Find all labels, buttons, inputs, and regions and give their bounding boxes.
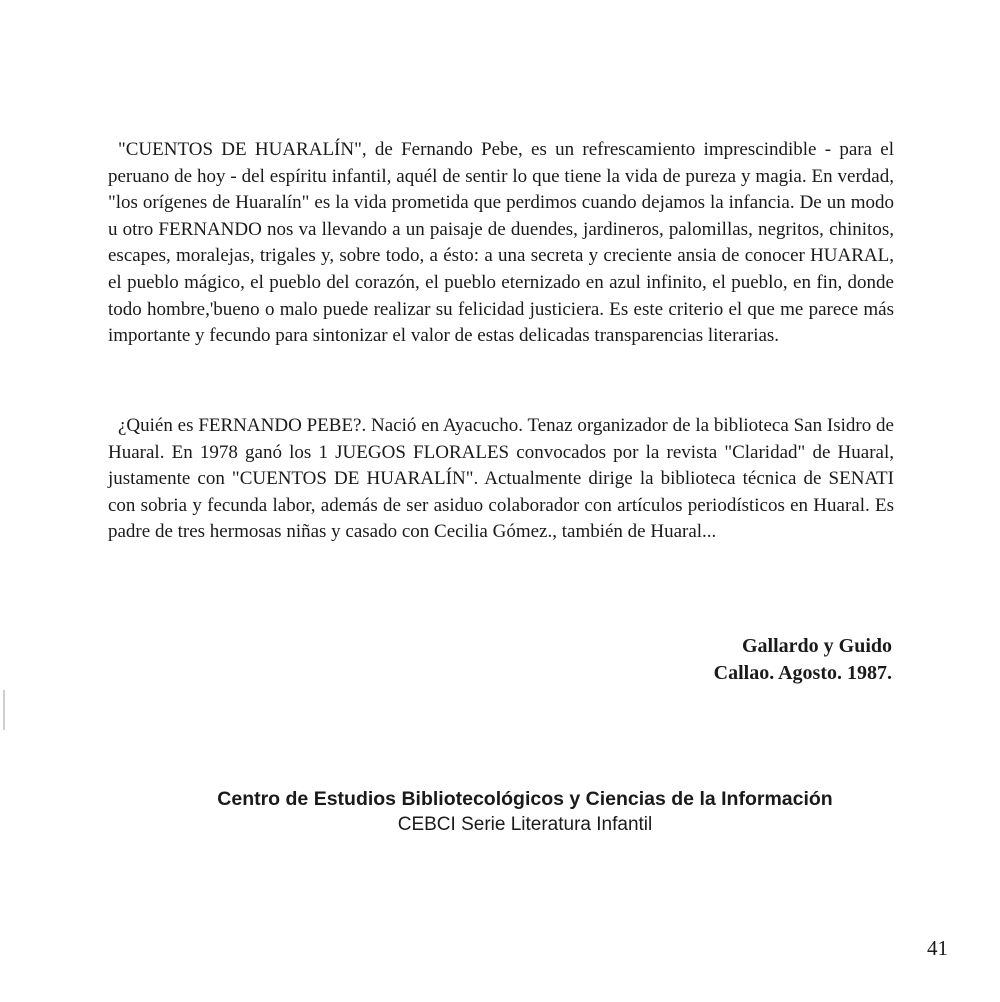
page-number: 41 (927, 936, 948, 960)
signature-block (714, 633, 892, 687)
paragraph-author-bio: ¿Quién es FERNANDO PEBE?. Nació en Ayacucho. Tenaz organizador de la biblioteca San Isidro de Huaral. En 1978 ganó los 1 JUEGOS FLORALES convocados por la revista "Claridad" de Huaral, justamente con "CUENTOS DE HUARALÍN". Actualmente dirige la biblioteca técnica de SENATI con sobria y fecunda labor, además de ser asiduo colaborador con artículos periodísticos en Huaral. Es padre de tres hermosas niñas y casado con Cecilia Gómez., también de Huaral... (108, 415, 894, 543)
scan-mark (3, 690, 5, 730)
institution-footer (0, 786, 1000, 838)
paragraph-review: "CUENTOS DE HUARALÍN", de Fernando Pebe, es un refrescamiento imprescindible - para el peruano de hoy - del espíritu infantil, aquél de sentir lo que tiene la vida de pureza y magia. En verdad, "los orígenes de Huaralín" es la vida prometida que perdimos cuando dejamos la infancia. De un modo u otro FERNANDO nos va llevando a un paisaje de duendes, jardineros, palomillas, negritos, chinitos, escapes, moralejas, trigales y, sobre todo, a ésto: a una secreta y creciente ansia de conocer HUARAL, el pueblo mágico, el pueblo del corazón, el pueblo eternizado en azul infinito, el pueblo, en fin, donde todo hombre,'bueno o malo puede realizar su felicidad justiciera. Es este criterio el que me parece más importante y fecundo para sintonizar el valor de estas delicadas transparencias literarias. (108, 139, 894, 347)
institution-name: Centro de Estudios Bibliotecológicos y Ciencias de la Información (217, 788, 833, 810)
series-name: CEBCI Serie Literatura Infantil (397, 814, 653, 835)
signature-author: Gallardo y Guido (741, 635, 892, 657)
signature-place-date: Callao. Agosto. 1987. (713, 662, 892, 684)
